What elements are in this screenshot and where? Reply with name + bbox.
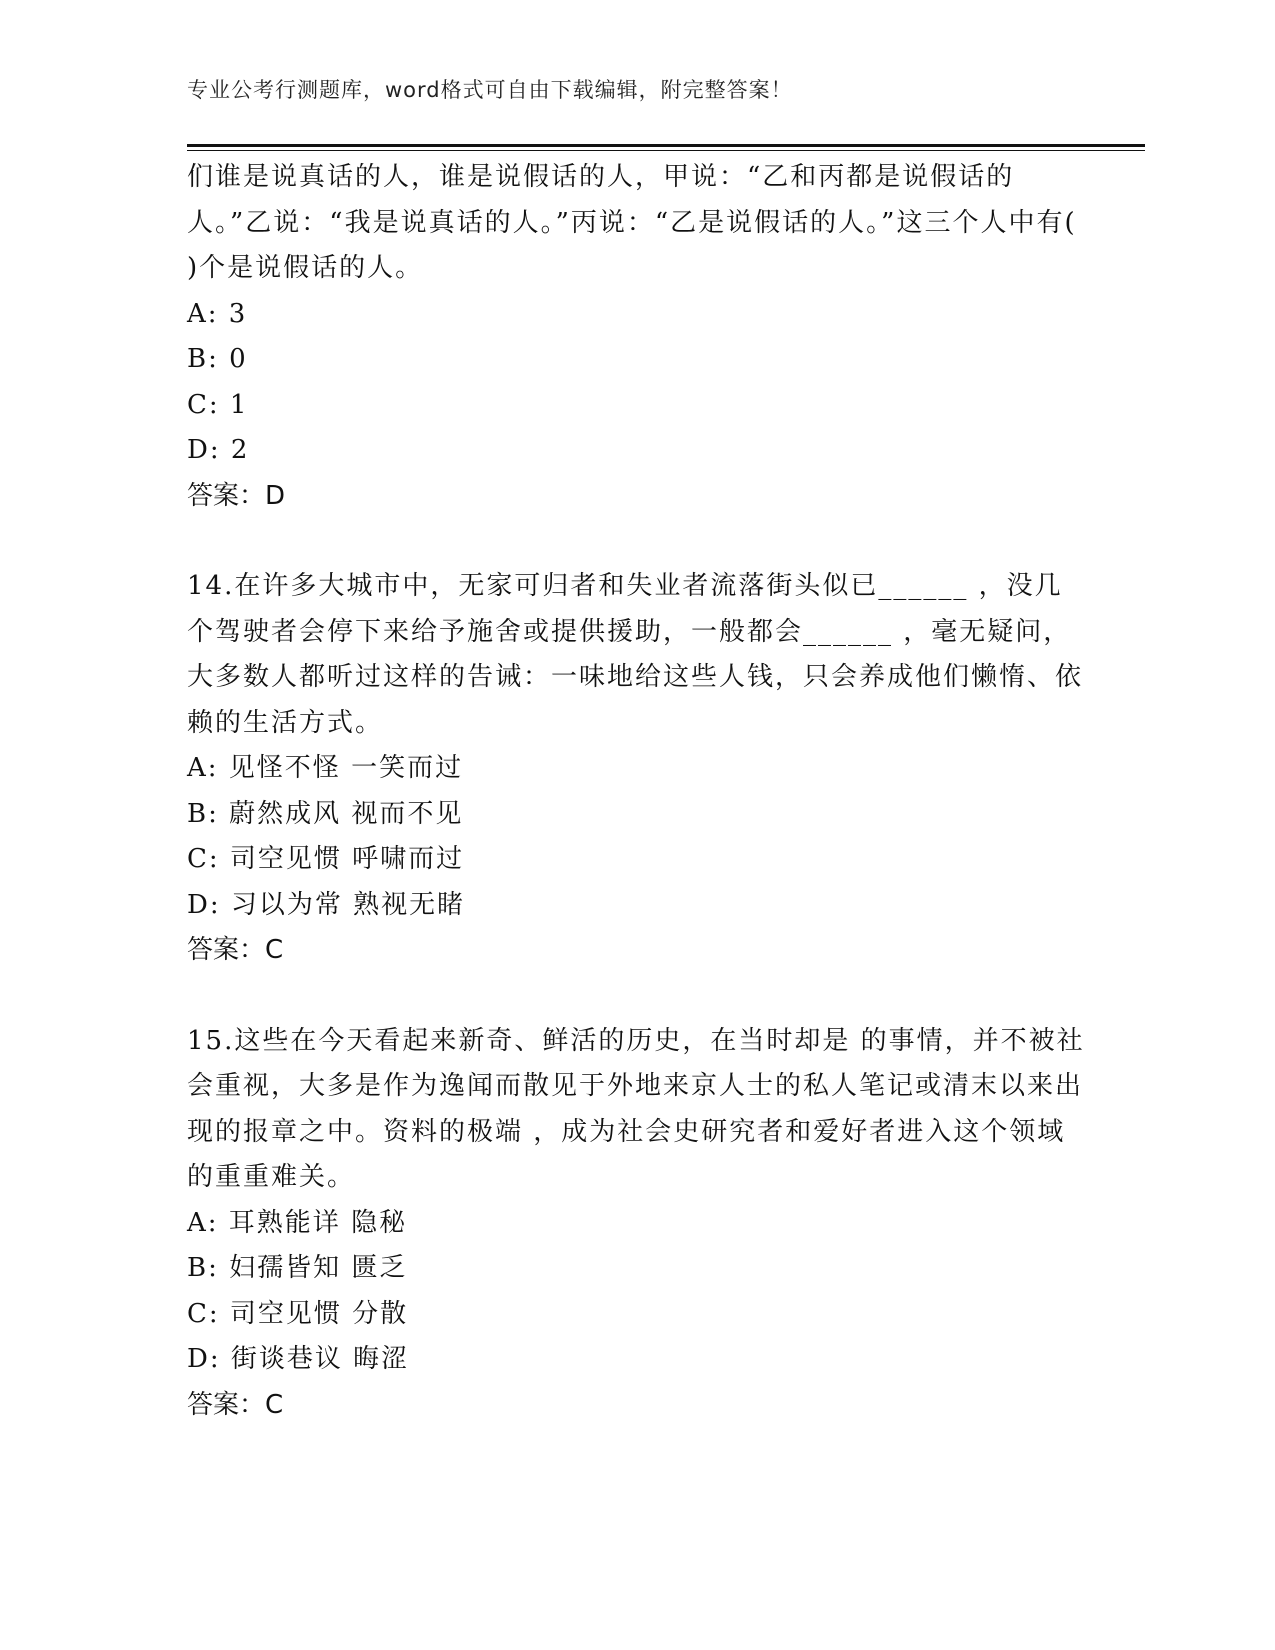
option-c: C: 司空见惯 分散 <box>187 1298 409 1329</box>
question-text: 14.在许多大城市中，无家可归者和失业者流落街头似已______ ，没几个驾驶者会停下来给予施舍或提供援助，一般都会______ ，毫无疑问，大多数人都听过这样的告诫：一味地给这些人钱，只会养成他们懒惰、依赖的生活方式。 <box>187 571 1084 738</box>
answer: 答案：C <box>187 1389 284 1420</box>
spacer <box>187 519 1087 564</box>
spacer <box>187 974 1087 1019</box>
option-b: B: 蔚然成风 视而不见 <box>187 798 464 829</box>
option-d: D: 街谈巷议 晦涩 <box>187 1344 410 1374</box>
option-b: B: 0 <box>187 344 248 374</box>
question-text: 们谁是说真话的人，谁是说假话的人，甲说：“乙和丙都是说假话的人。”乙说：“我是说真话的人。”丙说：“乙是说假话的人。”这三个人中有( )个是说假话的人。 <box>187 162 1077 283</box>
question-14 <box>187 564 1087 974</box>
question-13 <box>187 155 1087 519</box>
option-d: D: 习以为常 熟视无睹 <box>187 889 466 920</box>
option-c: C: 1 <box>187 389 249 420</box>
option-b: B: 妇孺皆知 匮乏 <box>187 1253 408 1283</box>
option-a: A: 3 <box>187 298 248 329</box>
document-body <box>187 155 1087 1428</box>
header-rule-thick <box>187 144 1145 147</box>
question-15 <box>187 1019 1087 1429</box>
header-rule-thin <box>187 150 1145 151</box>
option-d: D: 2 <box>187 435 250 465</box>
page-header: 专业公考行测题库，word格式可自由下载编辑，附完整答案！ <box>187 78 793 102</box>
option-a: A: 见怪不怪 一笑而过 <box>187 753 464 783</box>
answer: 答案：C <box>187 935 284 965</box>
question-text: 15.这些在今天看起来新奇、鲜活的历史，在当时却是 的事情，并不被社会重视，大多是作为逸闻而散见于外地来京人士的私人笔记或清末以来出现的报章之中。资料的极端 ，成为社会史研究者和爱好者进入这个领域的重重难关。 <box>187 1025 1085 1192</box>
option-c: C: 司空见惯 呼啸而过 <box>187 844 465 874</box>
answer: 答案：D <box>187 480 286 511</box>
option-a: A: 耳熟能详 隐秘 <box>187 1207 408 1238</box>
